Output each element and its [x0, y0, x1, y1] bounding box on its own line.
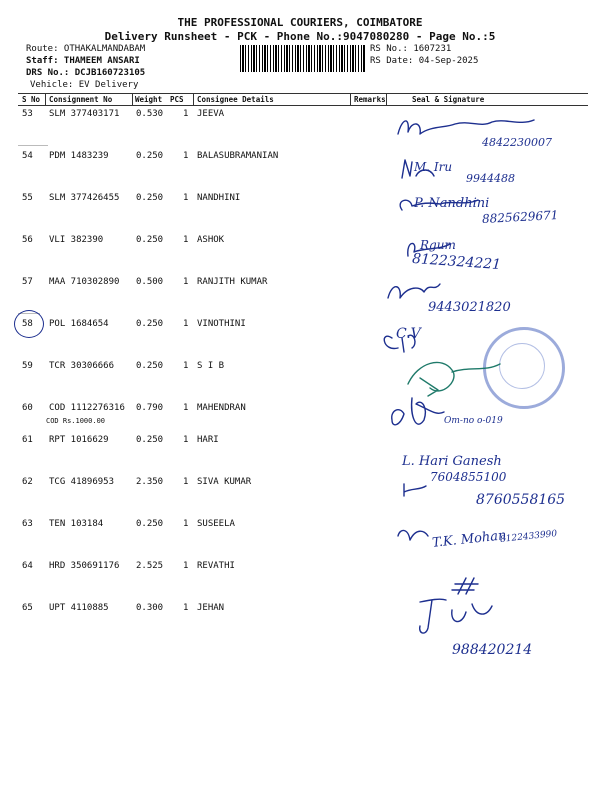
table-row [0, 435, 600, 475]
row-weight: 0.790 [136, 403, 164, 413]
row-sno: 61 [22, 435, 33, 445]
col-pcs: PCS [170, 95, 184, 104]
row-consignee: JEHAN [197, 603, 225, 613]
row-consignee: S I B [197, 361, 225, 371]
row-consignment: PDM 1483239 [49, 151, 109, 161]
row-consignment: POL 1684654 [49, 319, 109, 329]
rs-number: RS No.: 1607231 [370, 44, 452, 54]
row-pcs: 1 [183, 319, 189, 329]
col-remarks: Remarks [354, 95, 386, 104]
handwritten-name-55: P. Nandhini [414, 196, 490, 211]
row-separator [18, 145, 48, 146]
row-pcs: 1 [183, 277, 189, 287]
row-pcs: 1 [183, 603, 189, 613]
row-consignee: VINOTHINI [197, 319, 246, 329]
row-pcs: 1 [183, 477, 189, 487]
row-pcs: 1 [183, 435, 189, 445]
handwritten-name-54: M. Iru [414, 160, 453, 174]
handwritten-phone-65: 988420214 [452, 642, 533, 658]
row-weight: 0.300 [136, 603, 164, 613]
row-sno: 58 [22, 319, 33, 329]
row-weight: 0.530 [136, 109, 164, 119]
row-weight: 0.250 [136, 435, 164, 445]
handwritten-phone-62: 8760558165 [476, 492, 566, 508]
row-weight: 2.350 [136, 477, 164, 487]
page-title: THE PROFESSIONAL COURIERS, COIMBATORE [177, 16, 423, 29]
row-consignment: RPT 1016629 [49, 435, 109, 445]
table-row [0, 151, 600, 191]
row-consignee: HARI [197, 435, 219, 445]
row-sno: 59 [22, 361, 33, 371]
row-consignee: NANDHINI [197, 193, 241, 203]
row-consignment: COD 1112276316 [49, 403, 125, 413]
row-consignee: REVATHI [197, 561, 235, 571]
row-consignee: JEEVA [197, 109, 225, 119]
table-row [0, 561, 600, 601]
row-consignment: UPT 4110885 [49, 603, 109, 613]
row-pcs: 1 [183, 519, 189, 529]
row-consignee: RANJITH KUMAR [197, 277, 268, 287]
row-consignment: VLI 382390 [49, 235, 104, 245]
table-header-rule [18, 105, 588, 106]
row-pcs: 1 [183, 193, 189, 203]
handwritten-note-60: Om-no o-019 [444, 416, 503, 426]
row-pcs: 1 [183, 151, 189, 161]
row-pcs: 1 [183, 561, 189, 571]
row-weight: 0.250 [136, 361, 164, 371]
col-sno: S No [22, 95, 41, 104]
handwritten-name-61: L. Hari Ganesh [402, 454, 502, 469]
row-sno: 60 [22, 403, 33, 413]
row-weight: 0.250 [136, 519, 164, 529]
handwritten-phone-55: 8825629671 [481, 208, 559, 226]
row-consignment: TCR 30306666 [49, 361, 115, 371]
row-weight: 0.250 [136, 151, 164, 161]
row-consignment: SLM 377426455 [49, 193, 120, 203]
table-row [0, 603, 600, 643]
row-sno: 65 [22, 603, 33, 613]
row-sno: 53 [22, 109, 33, 119]
route-label: Route: OTHAKALMANDABAM [26, 44, 146, 54]
row-58-circle-mark [14, 310, 44, 338]
row-consignee: SUSEELA [197, 519, 235, 529]
table-row [0, 235, 600, 275]
drs-number: DRS No.: DCJB160723105 [26, 68, 146, 78]
row-sno: 62 [22, 477, 33, 487]
row-weight: 0.500 [136, 277, 164, 287]
row-consignee: BALASUBRAMANIAN [197, 151, 279, 161]
row-sno: 54 [22, 151, 33, 161]
row-sno: 63 [22, 519, 33, 529]
courier-seal-stamp [483, 327, 565, 409]
handwritten-phone-63: 8122433990 [499, 529, 558, 545]
row-weight: 2.525 [136, 561, 164, 571]
row-pcs: 1 [183, 235, 189, 245]
barcode [240, 45, 366, 72]
col-weight: Weight [135, 95, 163, 104]
row-consignee: MAHENDRAN [197, 403, 246, 413]
row-consignment: SLM 377403171 [49, 109, 120, 119]
cod-amount: COD Rs.1000.00 [46, 417, 106, 425]
row-sno: 56 [22, 235, 33, 245]
col-consignee: Consignee Details [197, 95, 274, 104]
row-consignment: HRD 350691176 [49, 561, 120, 571]
handwritten-name-56: Rgum [420, 238, 456, 252]
row-consignment: MAA 710302890 [49, 277, 120, 287]
handwritten-phone-61: 7604855100 [430, 470, 507, 484]
handwritten-name-63: T.K. Mohan [431, 528, 508, 551]
row-consignee: SIVA KUMAR [197, 477, 252, 487]
handwritten-phone-57: 9443021820 [428, 300, 511, 315]
row-pcs: 1 [183, 361, 189, 371]
staff-label: Staff: THAMEEM ANSARI [26, 56, 140, 66]
row-consignee: ASHOK [197, 235, 225, 245]
row-weight: 0.250 [136, 235, 164, 245]
handwritten-phone-54: 9944488 [466, 172, 515, 185]
rs-date: RS Date: 04-Sep-2025 [370, 56, 479, 66]
row-consignment: TEN 103184 [49, 519, 104, 529]
row-pcs: 1 [183, 403, 189, 413]
row-weight: 0.250 [136, 319, 164, 329]
vehicle-label: Vehicle: EV Delivery [30, 80, 139, 90]
handwritten-phone-56: 8122324221 [411, 250, 502, 274]
row-pcs: 1 [183, 109, 189, 119]
row-consignment: TCG 41896953 [49, 477, 115, 487]
row-sno: 64 [22, 561, 33, 571]
handwritten-mark-58: C.V [396, 326, 421, 342]
handwritten-phone-53: 4842230007 [482, 136, 552, 149]
runsheet-subtitle: Delivery Runsheet - PCK - Phone No.:9047080280 - Page No.:5 [104, 30, 496, 43]
col-consignment: Consignment No [49, 95, 113, 104]
row-sno: 55 [22, 193, 33, 203]
col-seal-signature: Seal & Signature [412, 95, 485, 104]
row-sno: 57 [22, 277, 33, 287]
row-weight: 0.250 [136, 193, 164, 203]
